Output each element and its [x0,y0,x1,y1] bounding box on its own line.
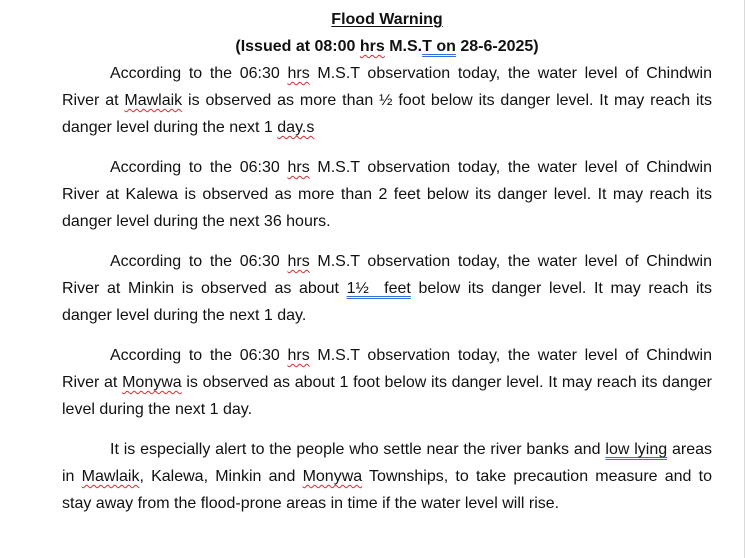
document-body[interactable] [62,6,712,530]
grammar-flag-t-on[interactable]: T on [422,38,456,55]
spelling-flag-hrs[interactable]: hrs [287,65,310,82]
spelling-flag-hrs[interactable]: hrs [287,159,310,176]
page-title: Flood Warning [331,11,443,28]
paragraph-alert [62,436,712,517]
spelling-flag-days[interactable]: day.s [277,119,315,136]
paragraph-kalewa [62,154,712,235]
paragraph-monywa [62,342,712,423]
text-run: below its danger level. It may reach its danger level during the next 1 day. [62,280,713,324]
spelling-flag-mawlaik[interactable]: Mawlaik [124,92,183,109]
issued-line [62,33,712,60]
text-run: According to the 06:30 [110,65,288,82]
spelling-flag-monywa[interactable]: Monywa [122,374,182,391]
text-run: is observed as more than ½ foot below its danger level. It may reach its danger level during the next 1 [62,92,712,136]
spelling-flag-monywa[interactable]: Monywa [302,468,363,485]
text-run: M.S.T observation today, the water level of Chindwin River at [62,347,712,391]
spelling-flag-hrs[interactable]: hrs [359,38,385,55]
text-run: According to the 06:30 [110,159,288,176]
text-run: It is especially alert to the people who settle near the river banks and [110,441,606,458]
spelling-flag-mawlaik[interactable]: Mawlaik [81,468,140,485]
text-run: M.S.T observation today, the water level of Chindwin River at Minkin is observed as about [62,253,712,297]
paragraph-minkin [62,248,712,329]
text-run: Townships, to take precaution measure and to stay away from the flood-prone areas in time if the water level will rise. [62,468,712,512]
text-run: M.S.T observation today, the water level of Chindwin River at [62,65,712,109]
text-run: M.S.T observation today, the water level of Chindwin River at Kalewa is observed as more than 2 feet below its danger level. It may reach its danger level during the next 36 hours. [62,159,712,230]
text-run: , Kalewa, Minkin and [139,468,303,485]
text-run: is observed as about 1 foot below its danger level. It may reach its danger level during the next 1 day. [62,374,713,418]
grammar-flag-feet[interactable]: 1½ feet [346,280,411,297]
grammar-flag-low-lying[interactable]: low lying [605,441,668,458]
text-run: areas in [62,441,713,485]
text-run: According to the 06:30 [110,347,288,364]
issued-mst: M.S. [384,38,423,55]
paragraph-mawlaik [62,60,712,141]
spelling-flag-hrs[interactable]: hrs [287,253,310,270]
issued-date: 28-6-2025) [455,38,539,55]
text-run: According to the 06:30 [110,253,288,270]
spelling-flag-hrs[interactable]: hrs [287,347,310,364]
issued-open: (Issued at 08:00 [235,38,360,55]
